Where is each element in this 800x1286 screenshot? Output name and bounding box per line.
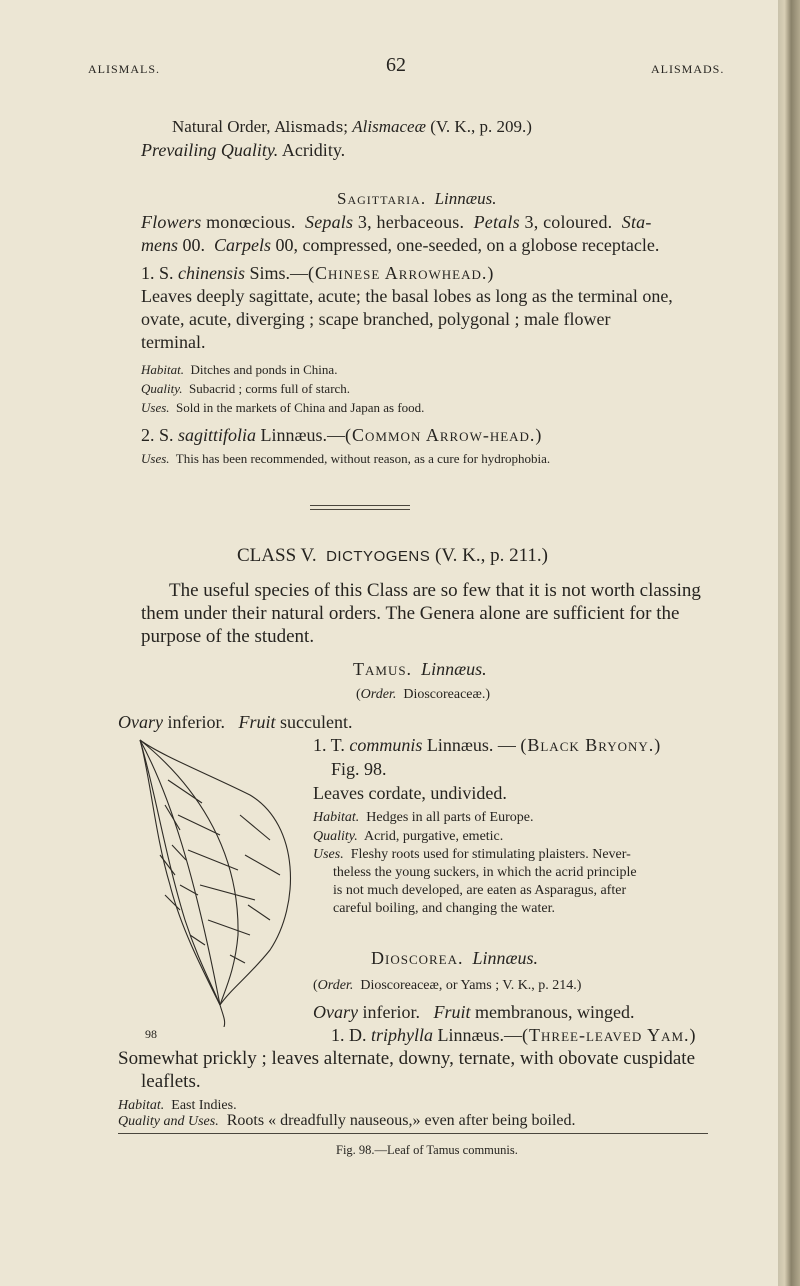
natural-order-label: Natural Order, (172, 117, 271, 136)
species-number: 1. T. (313, 735, 345, 755)
fruit-label: Fruit (238, 712, 276, 732)
species-authority: Linnæus.— (437, 1025, 523, 1045)
section-rule-bottom (310, 509, 410, 510)
class-name: DICTYOGENS (326, 548, 431, 565)
order-label: Order. (317, 978, 354, 993)
tamus-uses-line2: theless the young suckers, in which the acrid principle (333, 865, 637, 880)
tamus-uses-line3: is not much developed, are eaten as Asparagus, after (333, 883, 627, 898)
quality-uses-label: Quality and Uses. (118, 1114, 219, 1129)
stamens-text: 00. (182, 235, 205, 255)
sepals-term: Sepals (305, 212, 354, 232)
uses-label: Uses. (141, 400, 170, 415)
flowers-text: monœcious. (206, 212, 296, 232)
tamus-uses-line4: careful boiling, and changing the water. (333, 901, 555, 916)
ovary-text: inferior. (167, 712, 225, 732)
sagittaria-desc-line2 (141, 235, 659, 256)
quality-label: Quality. (141, 381, 183, 396)
dioscorea-desc-line2: leaflets. (141, 1071, 201, 1092)
chinensis-leaves-line2: ovate, acute, diverging ; scape branched, polygonal ; male flower (141, 309, 611, 329)
order-label: Order. (360, 687, 397, 702)
flowers-term: Flowers (141, 212, 202, 232)
figure-caption: Fig. 98.—Leaf of Tamus communis. (336, 1143, 518, 1157)
tamus-leaves: Leaves cordate, undivided. (313, 783, 507, 803)
petals-term: Petals (473, 212, 520, 232)
sagittaria-authority: Linnæus. (434, 189, 497, 208)
carpels-text: 00, compressed, one-seeded, on a globose receptacle. (275, 235, 660, 255)
ovary-label: Ovary (313, 1002, 358, 1022)
quality-text: Acrid, purgative, emetic. (363, 829, 504, 844)
species-authority: Linnæus.— (260, 425, 346, 445)
page-edge-shadow (778, 0, 800, 1286)
petals-text: 3, coloured. (524, 212, 613, 232)
species-name: chinensis (178, 263, 246, 283)
tamus-ovary-fruit (118, 712, 352, 733)
chinensis-quality (141, 381, 350, 397)
quality-text: Subacrid ; corms full of starch. (189, 381, 351, 396)
sagittifolia-uses (141, 451, 550, 467)
chinensis-leaves-line3: terminal. (141, 332, 206, 352)
stamens-term-first: Sta- (621, 212, 652, 232)
species-name: communis (349, 735, 423, 755)
dioscorea-quality-uses (118, 1112, 576, 1130)
class-heading (237, 545, 548, 567)
order-text: Dioscoreaceæ. (403, 687, 486, 702)
ovary-label: Ovary (118, 712, 163, 732)
dioscorea-desc-line1: Somewhat prickly ; leaves alternate, downy, ternate, with obovate cuspidate (118, 1048, 696, 1069)
tamus-authority: Linnæus. (421, 659, 487, 679)
order-text: Dioscoreaceæ, or Yams ; V. K., p. 214.) (360, 978, 582, 993)
dioscorea-heading (371, 948, 538, 969)
natural-order-ref: (V. K., p. 209.) (430, 117, 532, 136)
section-rule-top (310, 505, 410, 506)
fruit-text: membranous, winged. (474, 1002, 635, 1022)
prevailing-quality-line (141, 140, 345, 161)
species-common-name: (Black Bryony.) (520, 735, 662, 755)
footnote-rule (118, 1133, 708, 1134)
species-authority: Sims.— (249, 263, 309, 283)
intro-line3: purpose of the student. (141, 626, 315, 647)
figure-number: 98 (145, 1027, 157, 1041)
prevailing-quality-value: Acridity. (281, 140, 346, 160)
sagittaria-desc-line1 (141, 212, 652, 233)
quality-label: Quality. (313, 829, 358, 844)
sagittaria-heading (337, 189, 496, 209)
tamus-fig-ref: Fig. 98. (331, 759, 387, 779)
species-number: 1. S. (141, 263, 174, 283)
carpels-term: Carpels (214, 235, 272, 255)
habitat-label: Habitat. (118, 1098, 165, 1113)
chinensis-habitat (141, 362, 337, 378)
habitat-text: East Indies. (171, 1098, 237, 1113)
fruit-label: Fruit (433, 1002, 471, 1022)
natural-order-latin: Alismaceæ (352, 117, 426, 136)
dioscorea-species-heading (331, 1025, 697, 1046)
natural-order-blackletter: Alismads (274, 118, 344, 136)
species-chinensis-heading (141, 263, 494, 284)
species-common-name: (Common Arrow-head.) (345, 425, 543, 445)
uses-label: Uses. (313, 847, 344, 862)
species-name: triphylla (371, 1025, 433, 1045)
prevailing-quality-label: Prevailing Quality. (141, 140, 279, 160)
habitat-text: Hedges in all parts of Europe. (366, 810, 534, 825)
chinensis-uses (141, 400, 424, 416)
quality-uses-text: Roots « dreadfully nauseous,» even after being boiled. (226, 1112, 576, 1129)
ovary-text: inferior. (362, 1002, 420, 1022)
running-head-right: ALISMADS. (651, 62, 725, 76)
tamus-uses-line1 (313, 847, 631, 863)
uses-text: Fleshy roots used for stimulating plaisters. Never- (350, 847, 631, 862)
habitat-label: Habitat. (141, 362, 184, 377)
dioscorea-order: (Order. Dioscoreaceæ, or Yams ; V. K., p. 214.) (313, 978, 582, 993)
species-common-name: (Chinese Arrowhead.) (308, 263, 495, 283)
species-number: 1. D. (331, 1025, 367, 1045)
species-name: sagittifolia (178, 425, 257, 445)
fruit-text: succulent. (279, 712, 353, 732)
species-common-name: (Three-leaved Yam.) (522, 1025, 697, 1045)
stamens-term-rest: mens (141, 235, 178, 255)
class-title: CLASS V. (237, 545, 317, 566)
running-head-left: ALISMALS. (88, 62, 161, 76)
tamus-leaf-illustration (120, 735, 320, 1027)
natural-order-line: Natural Order, Alismads; Alismaceæ (V. K., p. 209.) (172, 117, 532, 136)
uses-text: Sold in the markets of China and Japan as food. (176, 400, 425, 415)
dioscorea-genus: Dioscorea. (371, 948, 464, 968)
dioscorea-ovary-fruit (313, 1002, 634, 1023)
uses-text: This has been recommended, without reason, as a cure for hydrophobia. (175, 451, 551, 466)
habitat-label: Habitat. (313, 810, 360, 825)
species-number: 2. S. (141, 425, 174, 445)
class-ref: (V. K., p. 211.) (435, 545, 548, 566)
tamus-species-heading (313, 735, 661, 756)
chinensis-leaves-line1: Leaves deeply sagittate, acute; the basal lobes as long as the terminal one, (141, 286, 673, 306)
habitat-text: Ditches and ponds in China. (190, 362, 338, 377)
intro-line1: The useful species of this Class are so few that it is not worth classing (169, 580, 701, 601)
sagittaria-genus: Sagittaria. (337, 189, 427, 208)
tamus-habitat (313, 810, 533, 826)
species-sagittifolia-heading (141, 425, 542, 446)
sepals-text: 3, herbaceous. (357, 212, 465, 232)
tamus-order: (Order. Dioscoreaceæ.) (356, 687, 491, 702)
tamus-heading (353, 659, 487, 680)
page-number: 62 (386, 54, 406, 76)
tamus-genus: Tamus. (353, 659, 413, 679)
intro-line2: them under their natural orders. The Genera alone are sufficient for the (141, 603, 680, 624)
species-authority: Linnæus. — (426, 735, 516, 755)
dioscorea-authority: Linnæus. (472, 948, 539, 968)
uses-label: Uses. (141, 451, 170, 466)
tamus-quality (313, 829, 503, 845)
